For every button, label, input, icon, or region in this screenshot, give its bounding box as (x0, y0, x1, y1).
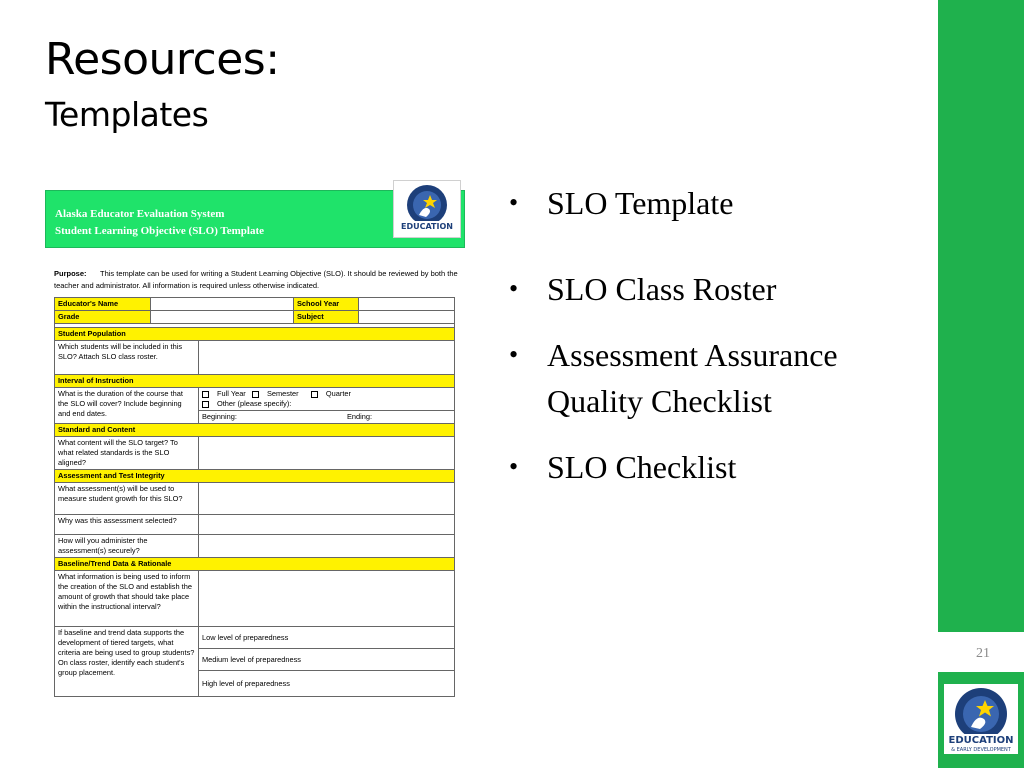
education-seal-logo (393, 180, 461, 238)
purpose-text: Purpose: This template can be used for writing a Student Learning Objective (SLO). It should be reviewed by both the teacher and administrator. All information is required unless otherwise indicated. (54, 269, 458, 290)
resource-list (505, 180, 925, 510)
doc-header-subtitle: Student Learning Objective (SLO) Template (55, 225, 265, 237)
bullet-icon: • (509, 452, 519, 481)
slide-number: 21 (976, 646, 990, 661)
list-item: • SLO Class Roster (505, 266, 925, 312)
slo-template-image (45, 178, 471, 738)
list-item: • Assessment Assurance Quality Checklist (505, 332, 925, 424)
slo-form-table: Educator's Name School Year Grade Subject Student Population Which students will be included in this SLO? Attach SLO class roster. Interval of Instruction What is the duration of the course that the SLO will cover? Include beginning and end dates. Full Year Semester Quarter Other (please specify): Beginning: Ending: Standard and Content What content will the SLO target? To what related standards is the SLO aligned? Assessment and Test Integrity What assessment(s) will be used to measure student growth for this SLO? Why was this assessment selected? How will you administer the assessment(s) securely? Baseline/Trend Data & Rationale What information is being used to inform the creation of the SLO and establish the amount of growth that should take place within the instructional interval? If baseline and trend data supports the development of tiered targets, what criteria are being used to group students? On class roster, identify each student's group placement. Low level of preparedness Medium level of preparedness High level of preparedness (54, 297, 455, 697)
doc-header-title: Alaska Educator Evaluation System (55, 208, 225, 220)
svg-text:EDUCATION: EDUCATION (948, 735, 1014, 746)
list-item: • SLO Template (505, 180, 925, 226)
bullet-icon: • (509, 274, 519, 303)
slide-title: Resources: (45, 34, 280, 85)
list-item: • SLO Checklist (505, 444, 925, 490)
slide-number-box (938, 632, 1024, 672)
svg-text:& EARLY DEVELOPMENT: & EARLY DEVELOPMENT (951, 747, 1011, 753)
slide-subtitle: Templates (45, 95, 209, 134)
education-seal-logo (944, 684, 1018, 754)
bullet-icon: • (509, 340, 519, 369)
svg-text:EDUCATION: EDUCATION (401, 222, 453, 231)
bullet-icon: • (509, 188, 519, 217)
